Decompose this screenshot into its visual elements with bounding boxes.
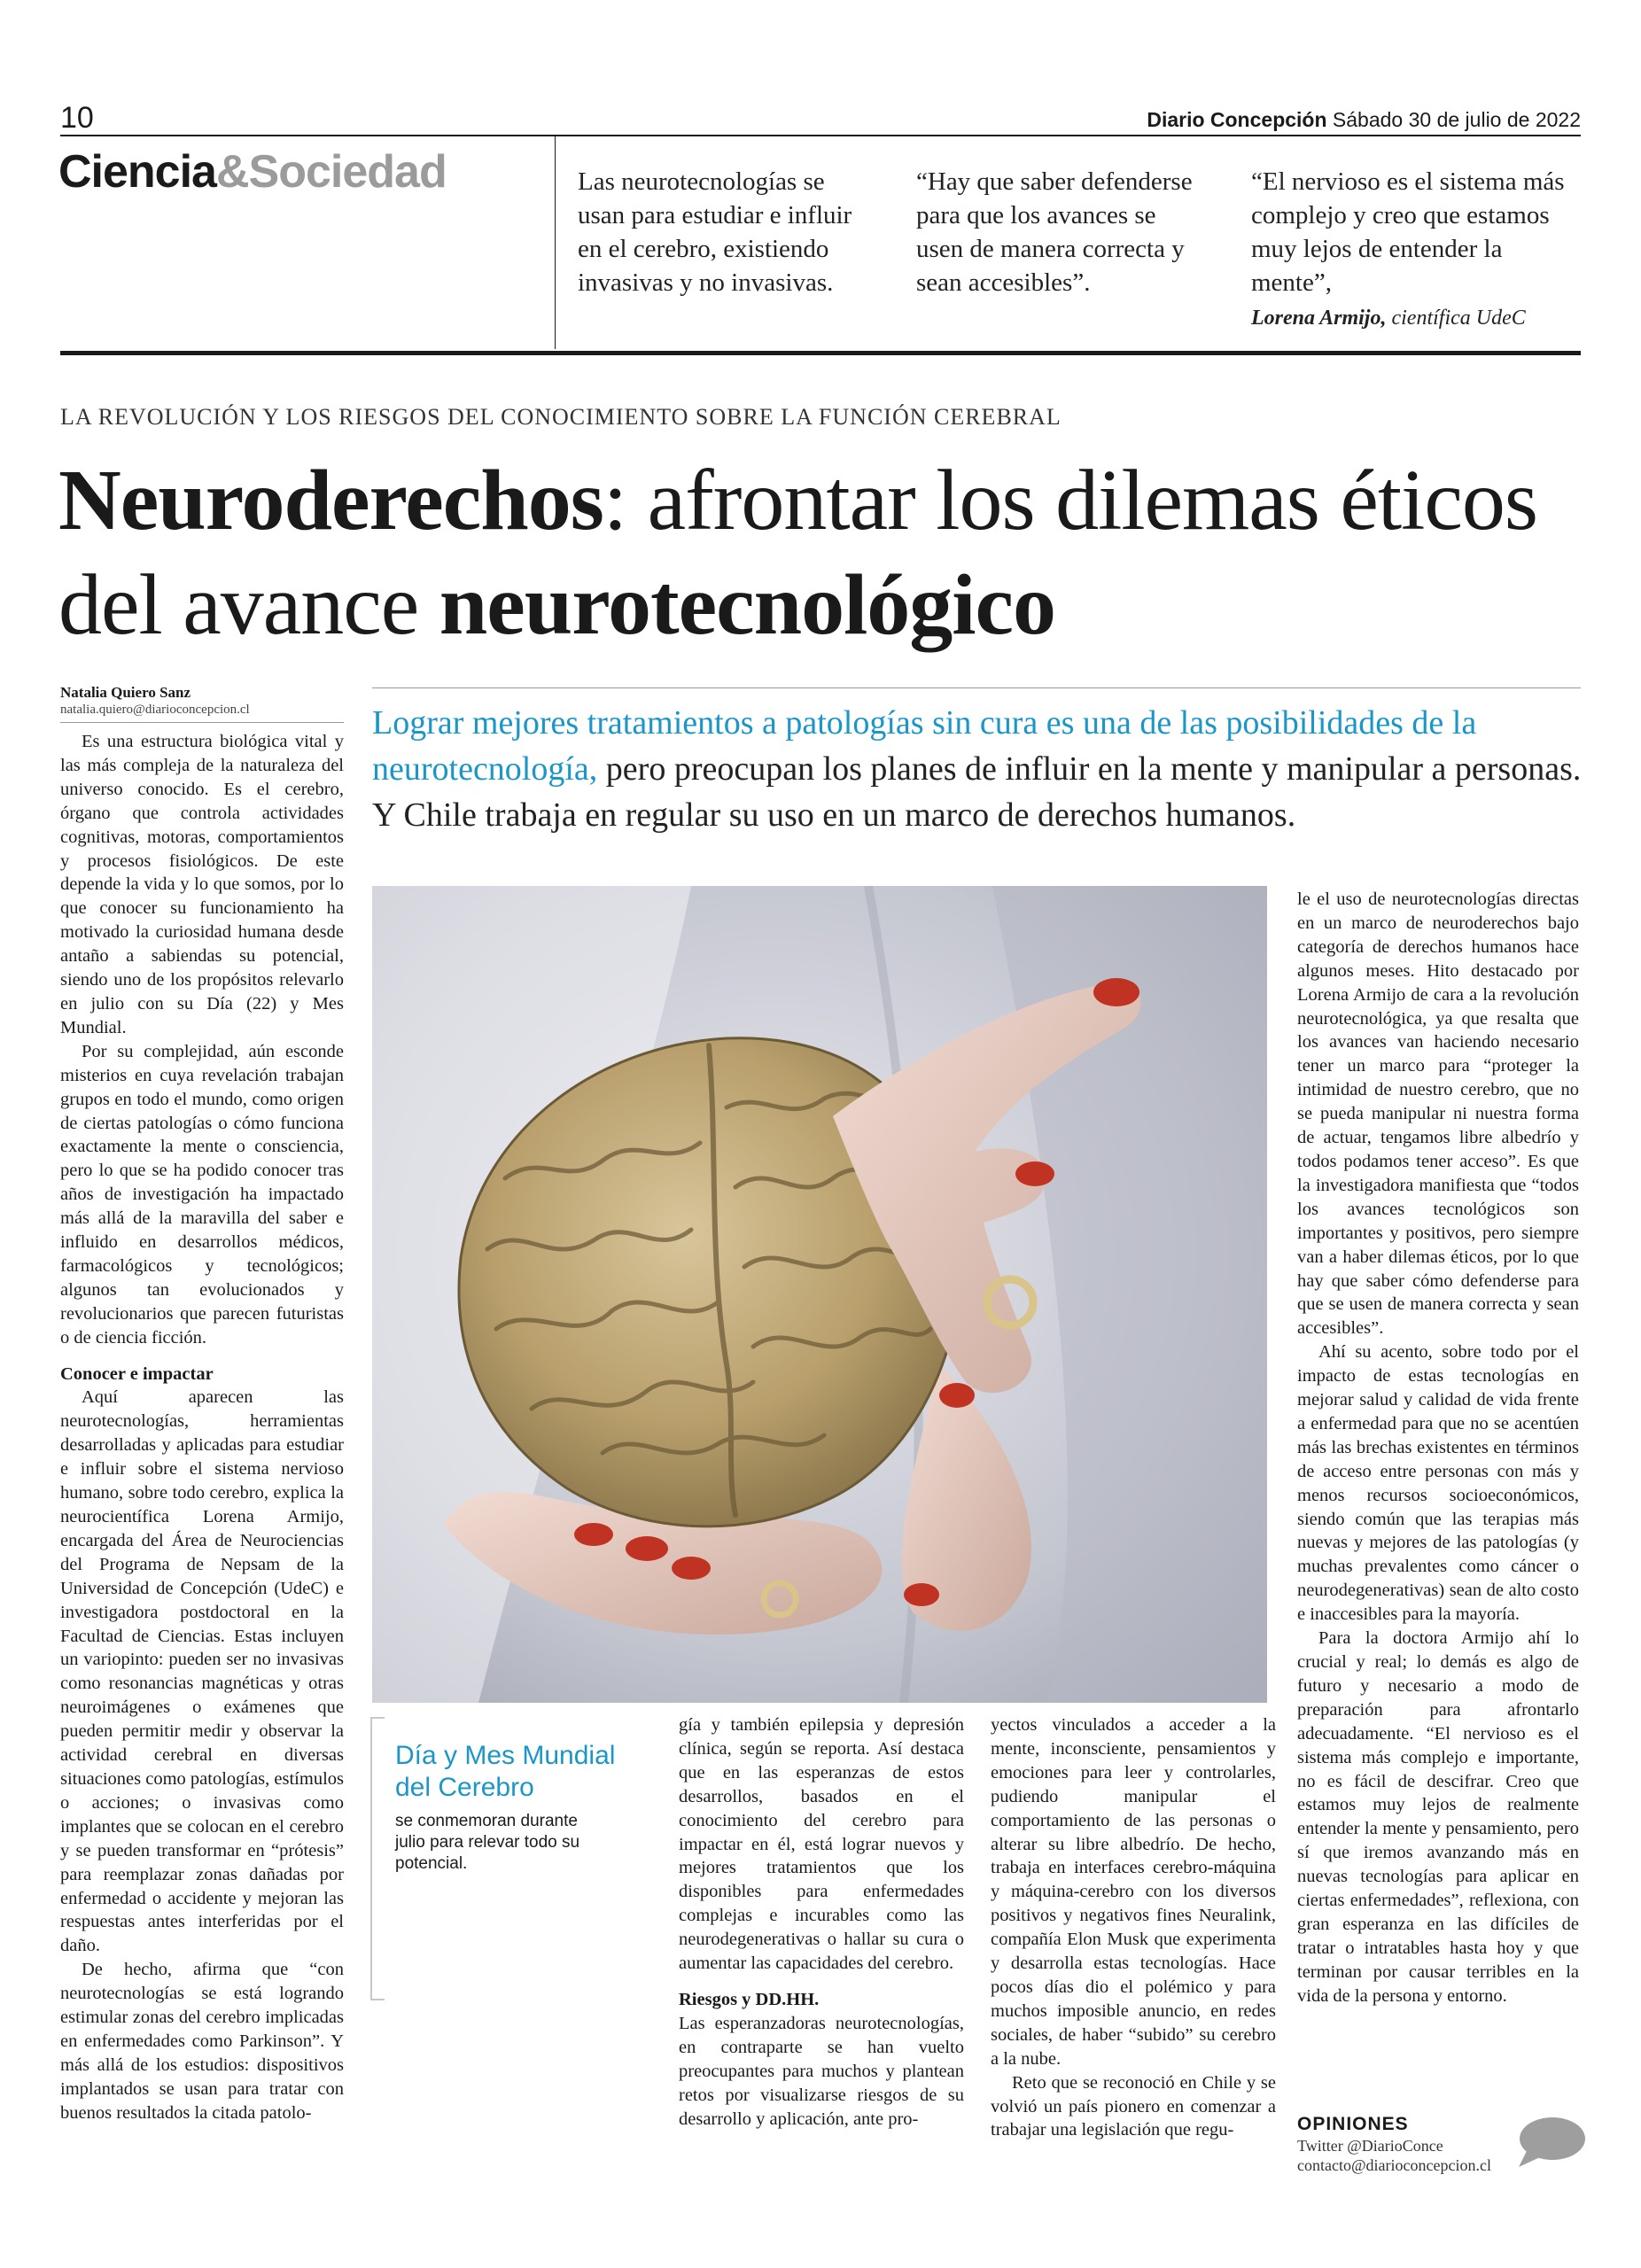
teaser-3-quote: “El nervioso es el sistema más complejo y creo que estamos muy lejos de entender la mente”, [1251, 167, 1565, 297]
col4-paragraph-2: Ahí su acento, sobre todo por el impacto de estas tecnologías en mejorar salud y calidad de vida frente a enfermedad para que no se acentúen más las brechas existentes en términos de acceso entre personas con más y menos recursos socioeconómicos, siendo común que las terapias más nuevas y mejores de las patologías (y muchas prevalentes como cáncer o neurodegenerativas) sean de alto costo e inaccesibles para la mayoría. [1297, 1342, 1579, 1625]
opinions-title: OPINIONES [1297, 2114, 1409, 2134]
page-number: 10 [60, 101, 94, 135]
teaser-3-attribution [1251, 307, 1526, 330]
col4-paragraph-3: Para la doctora Armijo ahí lo crucial y real; lo demás es algo de futuro y necesario a modo de preparación para afrontarlo adecuadamente. “El nervioso es el sistema más complejo e importante, no es fácil de descifrar. Creo que estamos muy lejos de realmente entender la mente y pensamiento, pero sí que iremos avanzando más en nuevas tecnologías para aplicar en ciertas enfermedades”, reflexiona, con gran esperanza en las difíciles de tratar o intratables hasta hoy y que terminan por causar terribles en la vida de la persona y entorno. [1297, 1628, 1579, 2006]
opinions-twitter[interactable]: Twitter @DiarioConce [1297, 2137, 1443, 2155]
sidebar-title: Día y Mes Mundial del Cerebro [395, 1741, 616, 1802]
col2-paragraph-1: gía y también epilepsia y depresión clínica, según se reporta. Así destaca que en las esperanzas de estos desarrollos, basados en el conocimiento del cerebro para impactar en él, está lograr nuevos y mejores tratamientos que los disponibles para enfermedades complejas e incurables como las neurodegenerativas o hallar su cura o aumentar las capacidades del cerebro. [679, 1715, 964, 1974]
col2-paragraph-2: Las esperanzadoras neurotecnologías, en contraparte se han vuelto preocupantes para muchos y plantean retos por visualizarse riesgos de su desarrollo y aplicación, ante pro- [679, 2013, 964, 2129]
article-kicker: LA REVOLUCIÓN Y LOS RIESGOS DEL CONOCIMIENTO SOBRE LA FUNCIÓN CEREBRAL [60, 404, 1062, 430]
col3-paragraph-1: yectos vinculados a acceder a la mente, inconsciente, pensamientos y emociones para leer y controlarles, pudiendo manipular el comportamiento de las personas o alterar su libre albedrío. De hecho, trabaja en interfaces cerebro-máquina y máquina-cerebro con los diversos positivos y negativos fines Neuralink, compañía Elon Musk que experimenta y desarrolla estas tecnologías. Hace pocos días dio el polémico y para muchos imposible anuncio, en redes sociales, de haber “subido” su cerebro a la nube. [991, 1715, 1276, 2069]
body-column-1 [60, 730, 344, 2125]
section-title-amp: & [215, 146, 249, 198]
col4-paragraph-1: le el uso de neurotecnologías directas en un marco de neuroderechos bajo categoría de derechos humanos hace algunos meses. Hito destacado por Lorena Armijo de cara a la revolución neurotecnológica, ya que resalta que los avances van haciendo necesario tener un marco para “proteger la intimidad de nuestro cerebro, que no se pueda manipular ni nuestra forma de actuar, tengamos libre albedrío y todos podamos tener acceso”. Es que la investigadora manifiesta que “todos los avances tecnológicos son importantes y positivos, pero siempre van a haber dilemas éticos, por lo que hay que saber cómo defenderse para que se usen de manera correcta y sean accesibles”. [1297, 889, 1579, 1339]
headline-bold-2: neurotecnológico [439, 557, 1056, 653]
teaser-3-attrib-name: Lorena Armijo, [1251, 307, 1387, 330]
byline-email[interactable]: natalia.quiero@diarioconcepcion.cl [60, 703, 250, 717]
col1-paragraph-2: Por su complejidad, aún esconde misterios en cuya revelación trabajan grupos en todo el mundo, como origen de ciertas patologías o cómo funciona exactamente la mente o consciencia, pero lo que se ha podido conocer tras años de investigación ha impactado más allá de la maravilla del saber e influido en desarrollos médicos, farmacológicos y tecnológicos; algunos tan evolucionados y revolucionarios que parecen futuristas o de ciencia ficción. [60, 1041, 344, 1348]
headline-bold-1: Neuroderechos [58, 453, 603, 548]
top-rule [60, 135, 1581, 136]
section-title-sociedad: Sociedad [248, 146, 447, 198]
col1-paragraph-1: Es una estructura biológica vital y las más compleja de la naturaleza del universo conocido. Es el cerebro, órgano que controla actividades cognitivas, motoras, comportamientos y procesos fisiológicos. De este depende la vida y lo que somos, por lo que conocer su funcionamiento ha motivado la curiosidad humana desde antaño a sabiendas su potencial, siendo uno de los propósitos relevarlo en julio con su Día (22) y Mes Mundial. [60, 732, 344, 1037]
lead-rest: pero preocupan los planes de influir en la mente y manipular a personas. Y Chile trabaja en regular su uso en un marco de derechos humanos. [372, 750, 1582, 834]
body-column-3 [991, 1713, 1276, 2142]
col1-subhead: Conocer e impactar [60, 1363, 214, 1384]
dateline [1147, 108, 1581, 132]
col1-paragraph-3: Aquí aparecen las neurotecnologías, herramientas desarrolladas y aplicadas para estudiar e influir sobre el sistema nervioso humano, sobre todo cerebro, explica la neurocientífica Lorena Armijo, encargada del Área de Neurociencias del Programa de Nepsam de la Universidad de Concepción (UdeC) e investigadora postdoctoral en la Facultad de Ciencias. Estas incluyen un variopinto: pueden ser no invasivas como resonancias magnéticas y otras neuroimágenes o exámenes que pueden permitir medir y observar la actividad cerebral en diversas situaciones como patologías, estímulos o acciones; o invasivas como implantes que se colocan en el cerebro y se pueden transformar en “prótesis” para reemplazar zonas dañadas por enfermedad o accidente y mejoran las respuestas antes interferidas por el daño. [60, 1387, 344, 1956]
header-divider [555, 136, 556, 349]
opinions-email[interactable]: contacto@diarioconcepcion.cl [1297, 2156, 1491, 2174]
body-column-2 [679, 1713, 964, 2131]
speech-bubble-icon [1515, 2116, 1586, 2171]
section-title [58, 145, 447, 198]
col2-subhead: Riesgos y DD.HH. [679, 1989, 820, 2009]
article-lead [372, 700, 1586, 838]
sidebar-bracket [370, 1717, 385, 2000]
teaser-3-attrib-role: científica UdeC [1386, 307, 1526, 330]
lead-rule [372, 687, 1581, 688]
byline-name: Natalia Quiero Sanz [60, 684, 191, 701]
article-headline [58, 448, 1583, 657]
teaser-1: Las neurotecnologías se usan para estudiar e influir en el cerebro, existiendo invasivas y no invasivas. [578, 167, 852, 297]
teaser-2: “Hay que saber defenderse para que los avances se usen de manera correcta y sean accesibles”. [916, 167, 1193, 297]
section-title-ciencia: Ciencia [58, 146, 216, 198]
byline-rule [60, 722, 344, 723]
header-bottom-rule [60, 351, 1581, 355]
newspaper-name: Diario Concepción [1147, 108, 1327, 131]
lead-highlight: Lograr mejores tratamientos a patologías sin cura es una de las posibilidades de la neurotecnología, [372, 704, 1477, 788]
publication-date: Sábado 30 de julio de 2022 [1332, 108, 1581, 131]
sidebar-text: se conmemoran durante julio para relevar todo su potencial. [395, 1812, 580, 1873]
col3-paragraph-2: Reto que se reconoció en Chile y se volvió un país pionero en comenzar a trabajar una legislación que regu- [991, 2072, 1276, 2140]
brain-photo [372, 886, 1267, 1703]
brain-photo-illustration [372, 886, 1267, 1703]
headline-regular-1: : afrontar los dilemas éticos del avance [58, 453, 1537, 653]
col1-paragraph-4: De hecho, afirma que “con neurotecnologías se está logrando estimular zonas del cerebro implicadas en enfermedades como Parkinson”. Y más allá de los estudios: dispositivos implantados se usan para tratar con buenos resultados la citada patolo- [60, 1960, 344, 2123]
teaser-3 [1251, 165, 1579, 335]
body-column-4 [1297, 888, 1579, 2008]
